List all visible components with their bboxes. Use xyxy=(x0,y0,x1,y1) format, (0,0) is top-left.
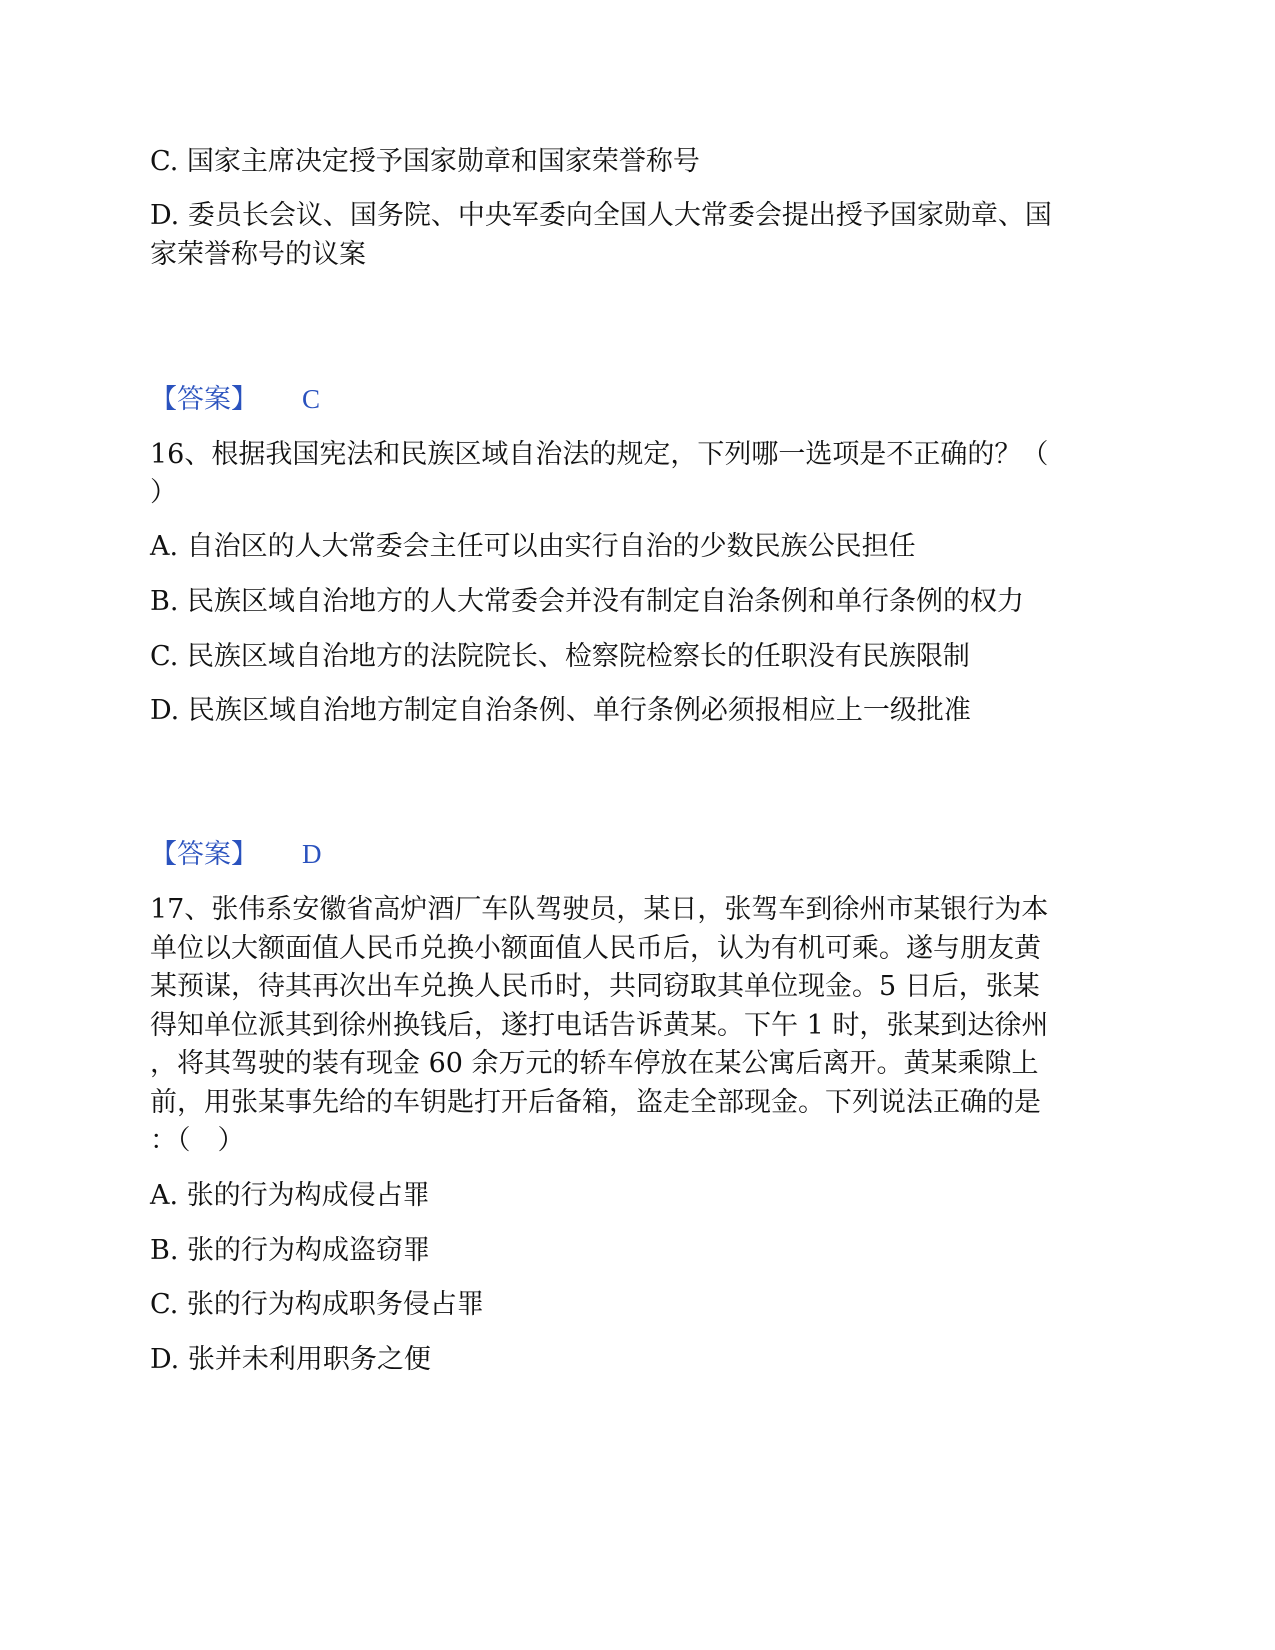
q16-answer xyxy=(150,835,322,874)
q17-option-b: B. 张的行为构成盗窃罪 xyxy=(150,1235,431,1266)
q17-question-line: ：（ ） xyxy=(150,1125,245,1156)
q16-option-b: B. 民族区域自治地方的人大常委会并没有制定自治条例和单行条例的权力 xyxy=(150,586,1025,617)
q16-question-line2: ） xyxy=(150,477,177,508)
q17-option-a: A. 张的行为构成侵占罪 xyxy=(150,1180,430,1211)
q17-option-c: C. 张的行为构成职务侵占罪 xyxy=(150,1289,484,1320)
q17-question-line: 某预谋，待其再次出车兑换人民币时，共同窃取其单位现金。5 日后，张某 xyxy=(150,971,1040,1002)
q17-option-d: D. 张并未利用职务之便 xyxy=(150,1344,431,1375)
q16-question-line1: 16、根据我国宪法和民族区域自治法的规定，下列哪一选项是不正确的？（ xyxy=(150,439,1049,470)
answer-label: 【答案】 xyxy=(150,839,258,870)
q16-option-d: D. 民族区域自治地方制定自治条例、单行条例必须报相应上一级批准 xyxy=(150,695,971,726)
q16-option-a: A. 自治区的人大常委会主任可以由实行自治的少数民族公民担任 xyxy=(150,531,916,562)
answer-value: D xyxy=(302,839,322,869)
q15-option-d-line2: 家荣誉称号的议案 xyxy=(150,239,366,270)
q17-question-line: ，将其驾驶的装有现金 60 余万元的轿车停放在某公寓后离开。黄某乘隙上 xyxy=(150,1048,1039,1079)
q16-option-c: C. 民族区域自治地方的法院院长、检察院检察长的任职没有民族限制 xyxy=(150,641,970,672)
q15-option-c: C. 国家主席决定授予国家勋章和国家荣誉称号 xyxy=(150,146,700,177)
q15-option-d-line1: D. 委员长会议、国务院、中央军委向全国人大常委会提出授予国家勋章、国 xyxy=(150,200,1052,231)
q17-question-line: 得知单位派其到徐州换钱后，遂打电话告诉黄某。下午 1 时，张某到达徐州 xyxy=(150,1010,1049,1041)
q17-question-line: 前，用张某事先给的车钥匙打开后备箱，盗走全部现金。下列说法正确的是 xyxy=(150,1087,1041,1118)
q17-question-line: 单位以大额面值人民币兑换小额面值人民币后，认为有机可乘。遂与朋友黄 xyxy=(150,933,1041,964)
q17-question-line: 17、张伟系安徽省高炉酒厂车队驾驶员，某日，张驾车到徐州市某银行为本 xyxy=(150,894,1049,925)
answer-label: 【答案】 xyxy=(150,384,258,415)
answer-value: C xyxy=(302,384,321,414)
q15-answer xyxy=(150,380,320,419)
